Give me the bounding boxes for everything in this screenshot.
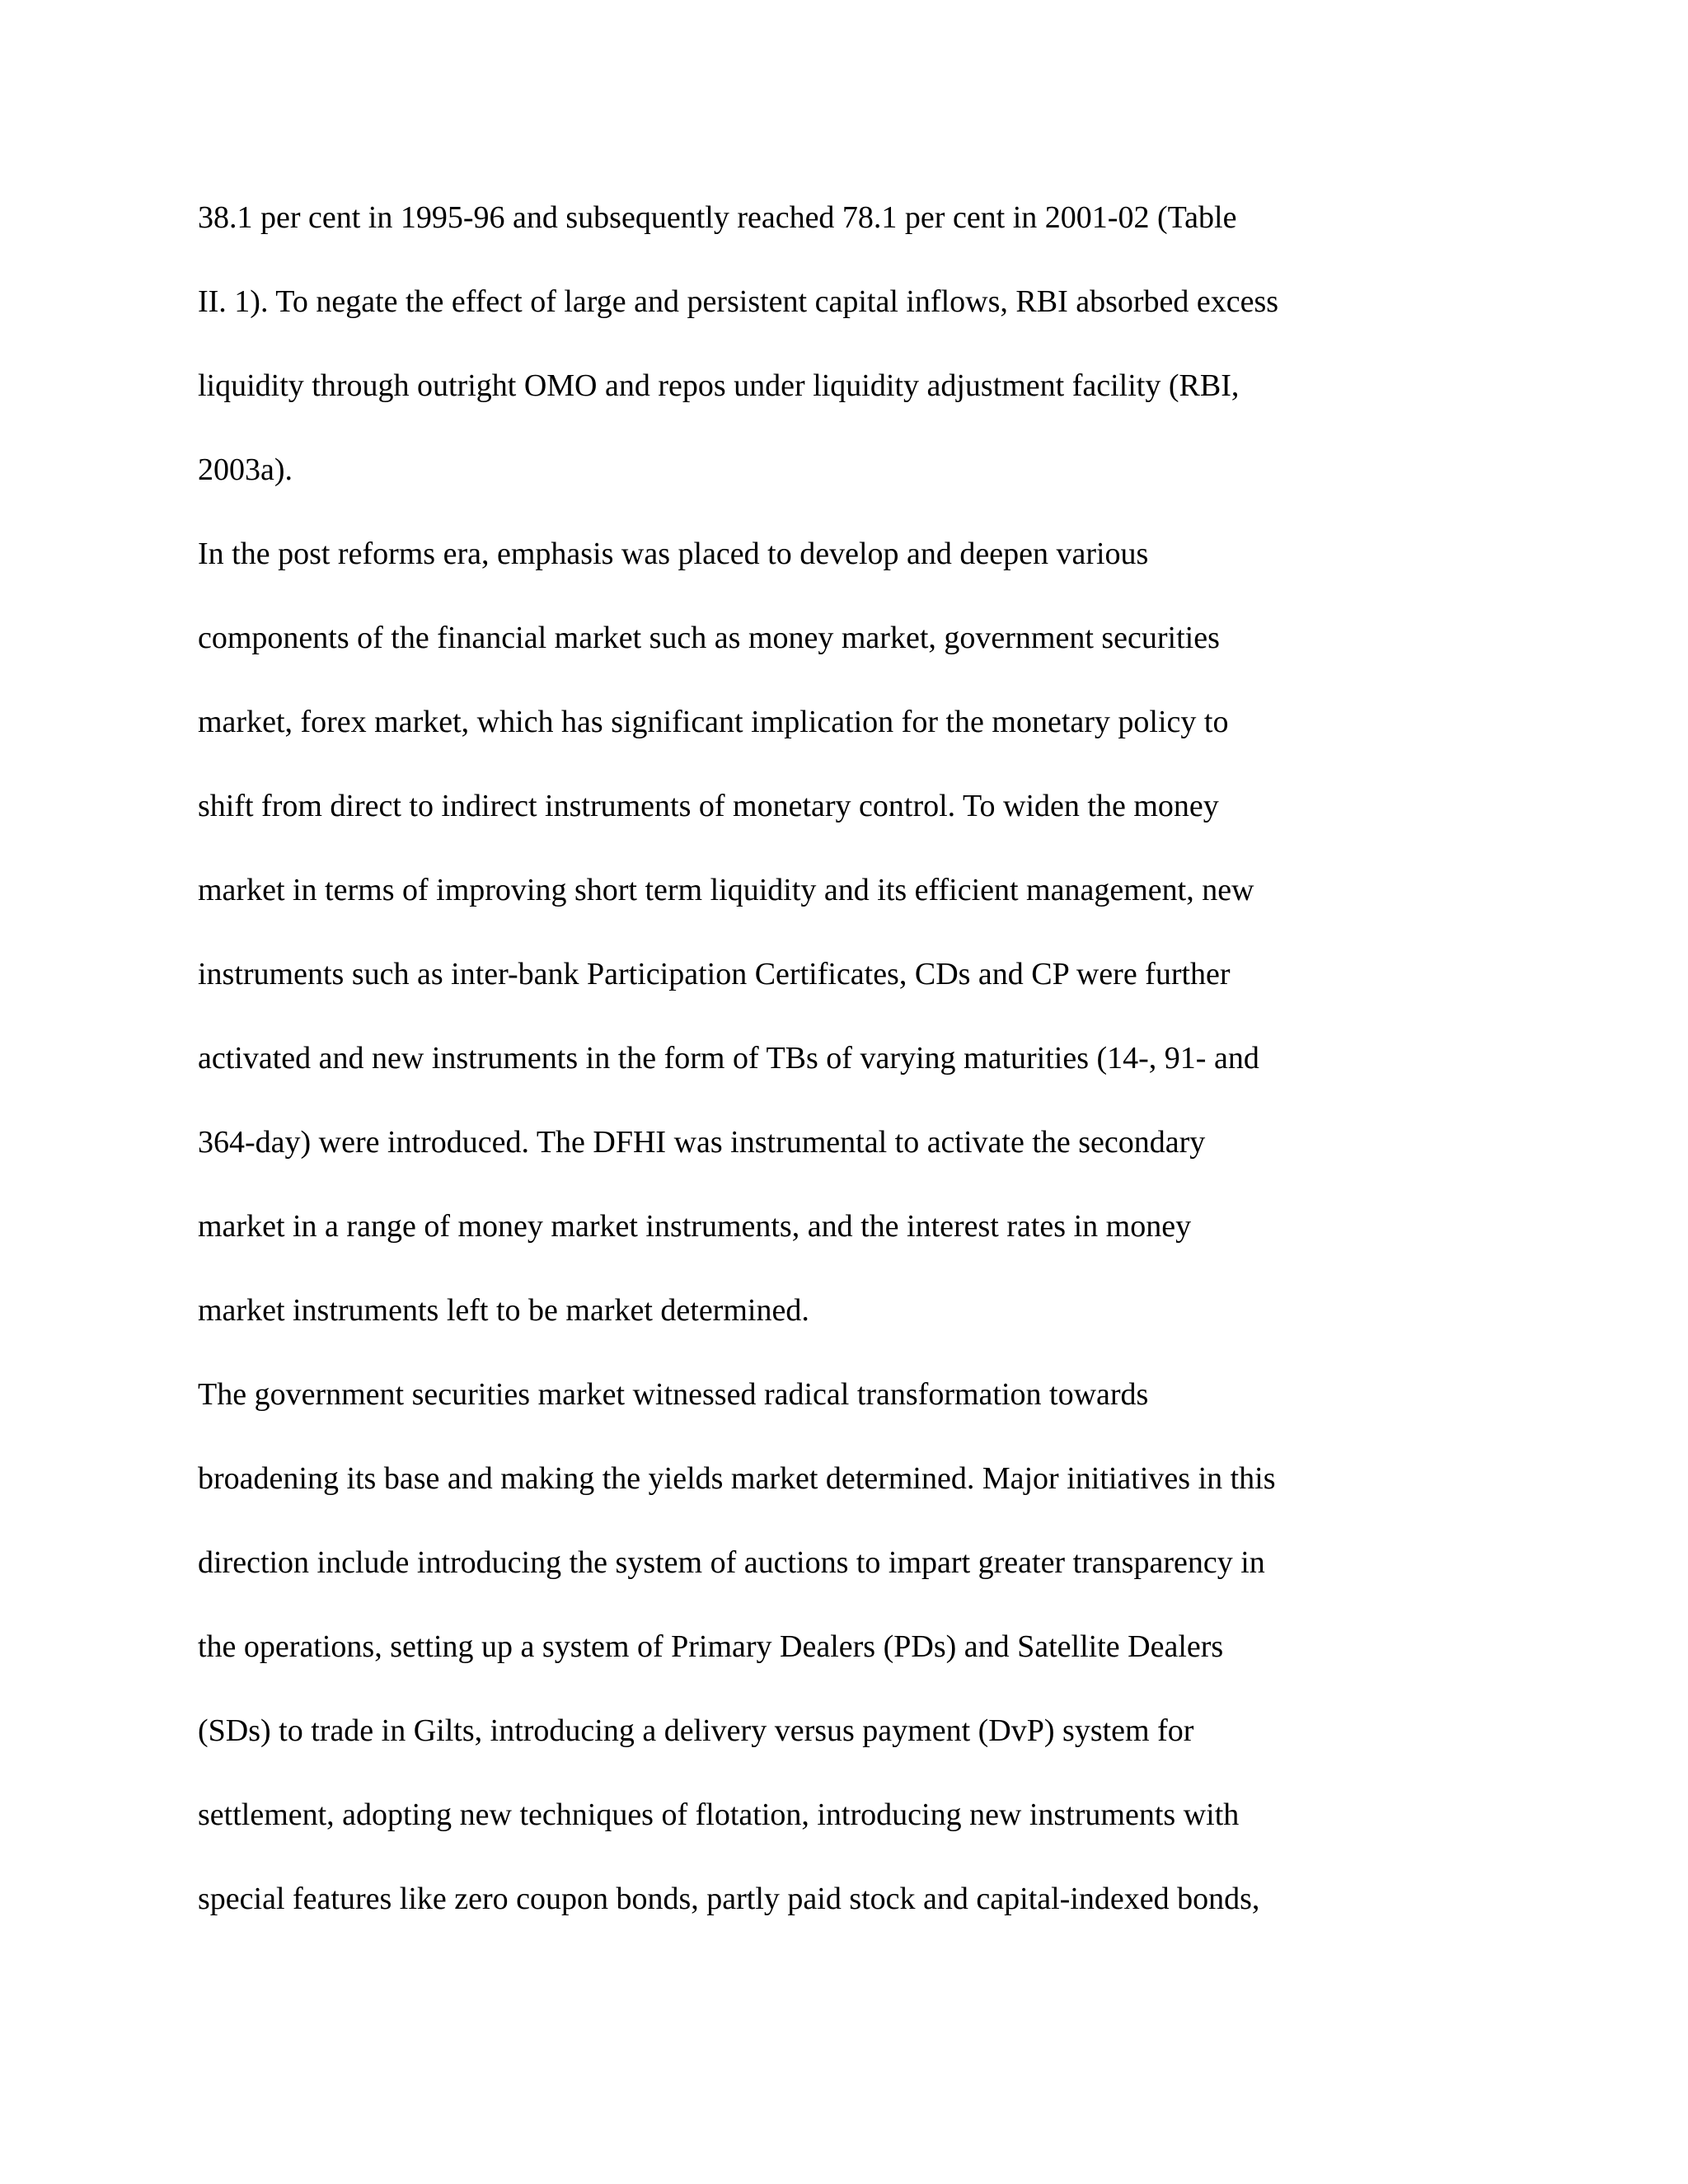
text-line: 364-day) were introduced. The DFHI was instrumental to activate the secondary: [198, 1125, 1206, 1160]
text-line: the operations, setting up a system of Primary Dealers (PDs) and Satellite Dealers: [198, 1629, 1224, 1664]
text-line: instruments such as inter-bank Participation Certificates, CDs and CP were further: [198, 957, 1231, 991]
text-line: market instruments left to be market determined.: [198, 1293, 809, 1328]
text-line: (SDs) to trade in Gilts, introducing a delivery versus payment (DvP) system for: [198, 1713, 1194, 1748]
text-line: direction include introducing the system of auctions to impart greater transparency in: [198, 1545, 1265, 1580]
text-line: II. 1). To negate the effect of large and persistent capital inflows, RBI absorbed excess: [198, 284, 1279, 319]
text-line: 38.1 per cent in 1995-96 and subsequently reached 78.1 per cent in 2001-02 (Table: [198, 200, 1237, 235]
text-line: broadening its base and making the yields market determined. Major initiatives in this: [198, 1461, 1276, 1496]
text-line: activated and new instruments in the form of TBs of varying maturities (14-, 91- and: [198, 1041, 1259, 1076]
text-line: shift from direct to indirect instruments of monetary control. To widen the money: [198, 789, 1219, 823]
body-text: [198, 188, 1434, 1953]
text-line: settlement, adopting new techniques of flotation, introducing new instruments with: [198, 1797, 1240, 1832]
text-line: special features like zero coupon bonds, partly paid stock and capital-indexed bonds,: [198, 1882, 1260, 1916]
text-line: components of the financial market such as money market, government securities: [198, 621, 1220, 655]
text-line: In the post reforms era, emphasis was placed to develop and deepen various: [198, 537, 1149, 571]
text-line: The government securities market witnessed radical transformation towards: [198, 1377, 1149, 1412]
text-line: market in terms of improving short term liquidity and its efficient management, new: [198, 873, 1254, 907]
text-line: market in a range of money market instruments, and the interest rates in money: [198, 1209, 1192, 1244]
text-line: market, forex market, which has significant implication for the monetary policy to: [198, 705, 1229, 739]
text-line: 2003a).: [198, 452, 293, 487]
text-line: liquidity through outright OMO and repos under liquidity adjustment facility (RBI,: [198, 368, 1240, 403]
